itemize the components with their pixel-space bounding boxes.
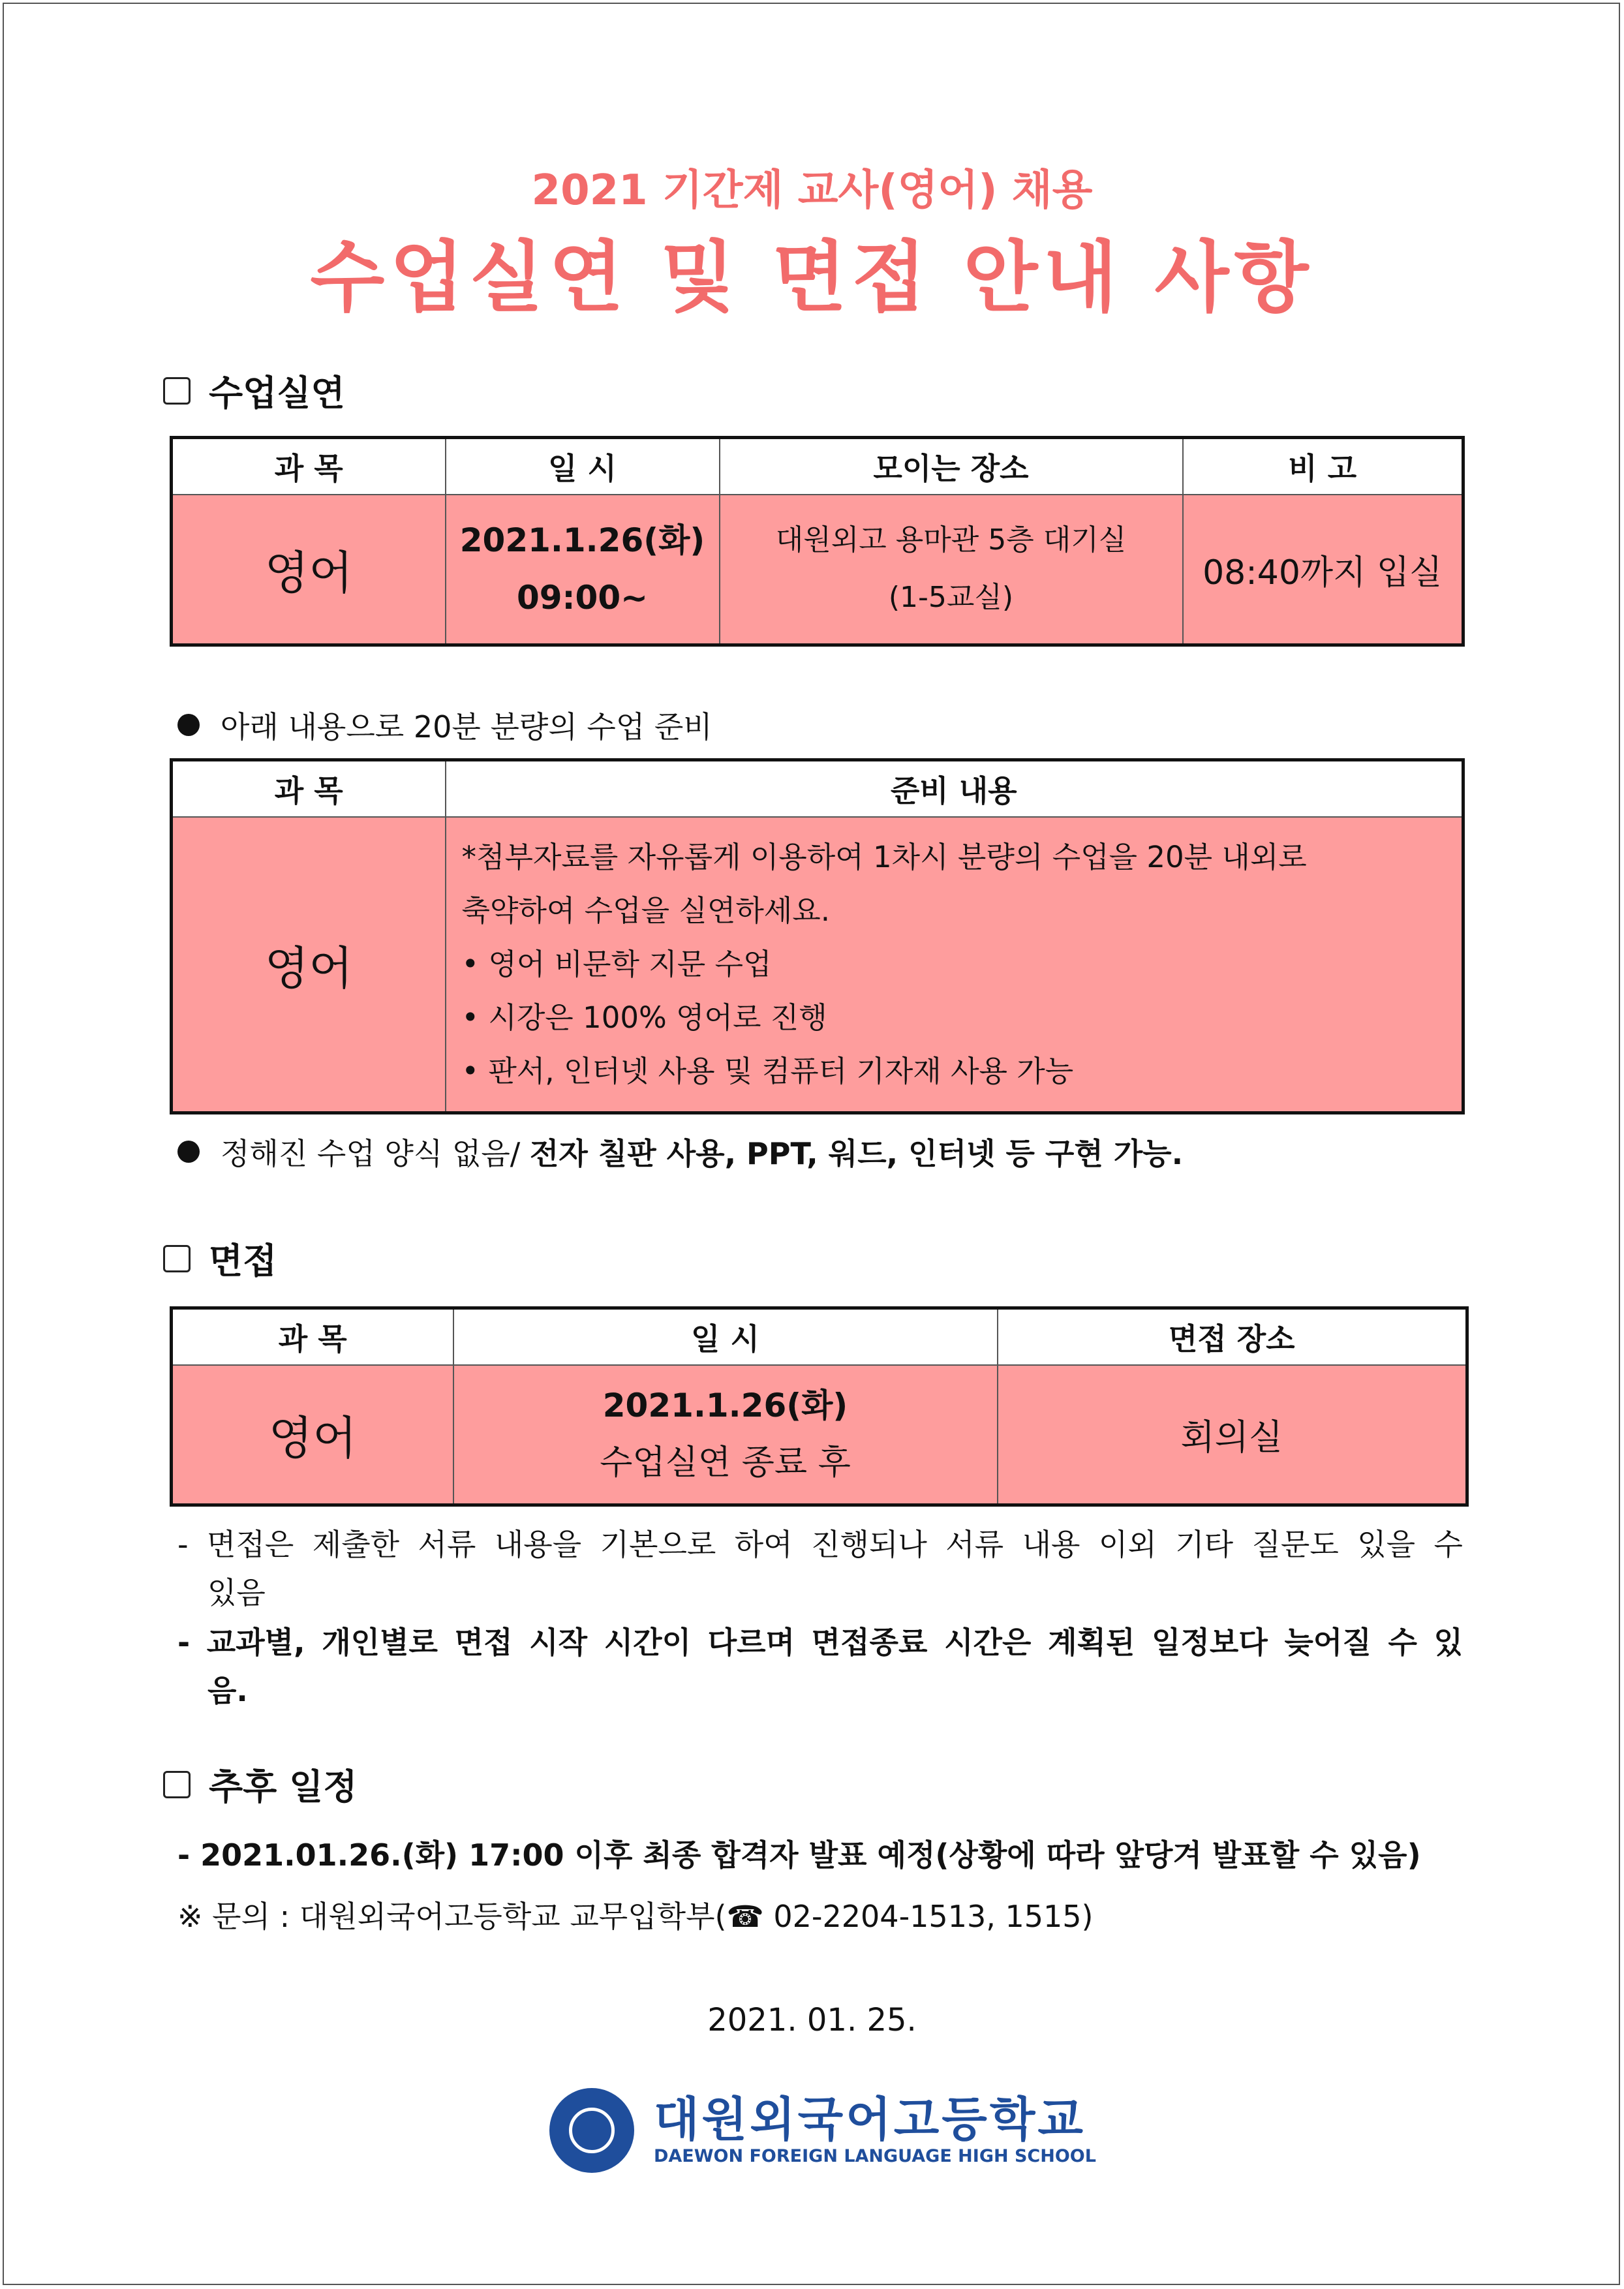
table-row <box>172 495 1463 645</box>
format-bullet <box>177 1130 1183 1173</box>
school-emblem-icon <box>549 2088 634 2173</box>
cell-date: 2021.1.26(화) <box>459 521 705 560</box>
cell-place-line2: (1-5교실) <box>888 581 1014 615</box>
interview-note-1-line2: 있음 <box>207 1575 266 1610</box>
cell-subject: 영어 <box>172 495 446 645</box>
prep-line2: 축약하여 수업을 실연하세요. <box>461 893 831 928</box>
col-header-prep: 준비 내용 <box>446 760 1463 818</box>
col-header-subject: 과 목 <box>172 1308 453 1366</box>
cell-prep-content <box>446 817 1463 1113</box>
col-header-subject: 과 목 <box>172 438 446 495</box>
col-header-note: 비 고 <box>1183 438 1463 495</box>
table-row <box>172 817 1463 1113</box>
cell-datetime <box>453 1365 998 1505</box>
prep-line1: *첨부자료를 자유롭게 이용하여 1차시 분량의 수업을 20분 내외로 <box>461 840 1307 874</box>
checkbox-icon <box>163 377 191 405</box>
table-header-row <box>172 438 1463 495</box>
cell-subject: 영어 <box>172 817 446 1113</box>
title-subtitle: 2021 기간제 교사(영어) 채용 <box>531 166 1093 215</box>
school-name-english: DAEWON FOREIGN LANGUAGE HIGH SCHOOL <box>654 2146 1096 2166</box>
cell-subject: 영어 <box>172 1365 453 1505</box>
prep-bullet-text: 아래 내용으로 20분 분량의 수업 준비 <box>221 709 712 745</box>
col-header-place: 면접 장소 <box>998 1308 1467 1366</box>
bullet-icon <box>177 1141 200 1163</box>
col-header-subject: 과 목 <box>172 760 446 818</box>
table-header-row <box>172 760 1463 818</box>
interview-note-2-line1: - 교과별, 개인별로 면접 시작 시간이 다르며 면접종료 시간은 계획된 일정보다 늦어질 수 있 <box>177 1625 1463 1660</box>
school-logo <box>549 2088 1096 2173</box>
cell-place-line1: 대원외고 용마관 5층 대기실 <box>775 523 1127 557</box>
cell-time: 수업실연 종료 후 <box>600 1443 851 1483</box>
prep-item: • 판서, 인터넷 사용 및 컴퓨터 기자재 사용 가능 <box>461 1054 1074 1088</box>
interview-note-2 <box>177 1618 1463 1715</box>
section-heading-interview-label: 면접 <box>209 1240 277 1282</box>
section-heading-schedule-label: 추후 일정 <box>209 1766 358 1807</box>
table-row <box>172 1365 1467 1505</box>
cell-place: 회의실 <box>998 1365 1467 1505</box>
cell-datetime <box>446 495 720 645</box>
cell-place <box>720 495 1183 645</box>
prep-content-table <box>170 758 1465 1114</box>
section-heading-interview <box>163 1233 277 1283</box>
interview-table <box>170 1306 1469 1507</box>
checkbox-icon <box>163 1245 191 1272</box>
cell-note: 08:40까지 입실 <box>1183 495 1463 645</box>
interview-note-1 <box>177 1520 1463 1617</box>
format-bullet-bold: 전자 칠판 사용, PPT, 워드, 인터넷 등 구현 가능. <box>529 1136 1184 1171</box>
interview-note-2-line2: 음. <box>207 1673 248 1708</box>
school-logo-text <box>654 2093 1096 2168</box>
school-name-korean: 대원외국어고등학교 <box>654 2092 1086 2147</box>
section-heading-demo <box>163 365 345 416</box>
page-title: 수업실연 및 면접 안내 사항 <box>310 232 1314 322</box>
demo-schedule-table <box>170 436 1465 647</box>
prep-item: • 시강은 100% 영어로 진행 <box>461 1000 827 1035</box>
schedule-item: - 2021.01.26.(화) 17:00 이후 최종 합격자 발표 예정(상황에 따라 앞당겨 발표할 수 있음) <box>177 1837 1421 1873</box>
col-header-place: 모이는 장소 <box>720 438 1183 495</box>
col-header-datetime: 일 시 <box>446 438 720 495</box>
section-heading-demo-label: 수업실연 <box>209 373 345 414</box>
cell-date: 2021.1.26(화) <box>602 1387 848 1425</box>
contact-info: ※ 문의 : 대원외국어고등학교 교무입학부(☎ 02-2204-1513, 1515) <box>177 1899 1094 1934</box>
format-bullet-regular: 정해진 수업 양식 없음/ <box>221 1136 530 1171</box>
section-heading-schedule <box>163 1759 357 1809</box>
prep-item: • 영어 비문학 지문 수업 <box>461 947 772 981</box>
cell-time: 09:00~ <box>516 579 649 617</box>
col-header-datetime: 일 시 <box>453 1308 998 1366</box>
table-header-row <box>172 1308 1467 1366</box>
prep-bullet <box>177 703 712 746</box>
document-date: 2021. 01. 25. <box>707 2002 917 2038</box>
interview-note-1-line1: - 면접은 제출한 서류 내용을 기본으로 하여 진행되나 서류 내용 이외 기타 질문도 있을 수 <box>177 1527 1463 1562</box>
bullet-icon <box>177 714 200 736</box>
checkbox-icon <box>163 1771 191 1798</box>
